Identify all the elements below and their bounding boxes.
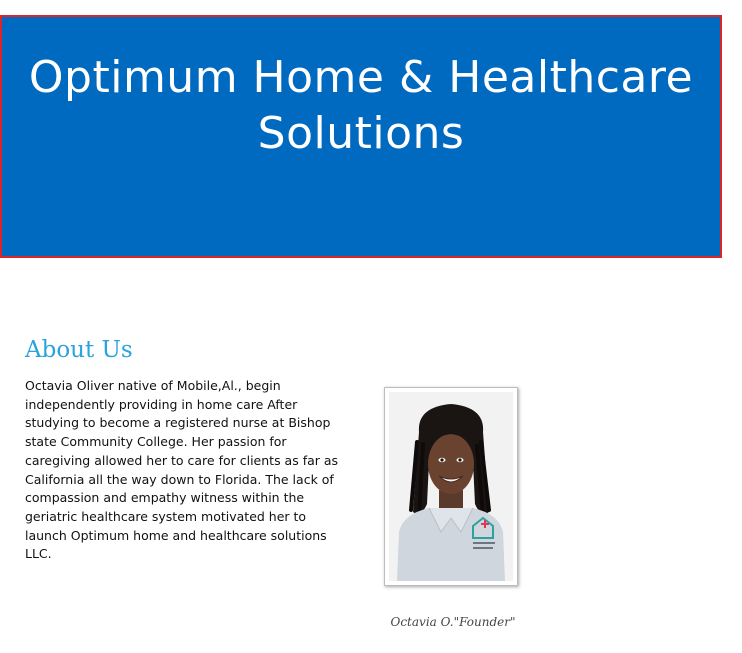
about-us-text: Octavia Oliver native of Mobile,Al., begin independently providing in home care After studying to become a registered nurse at Bishop state Community College. Her passion for caregiving allowed her to care for clients as far as California all the way down to Florida. The lack of compassion and empathy witness within the geriatric healthcare system motivated her to launch Optimum home and healthcare solutions LLC. xyxy=(25,378,339,562)
founder-photo xyxy=(384,387,518,586)
founder-caption: Octavia O."Founder" xyxy=(390,615,516,629)
header-banner xyxy=(0,15,722,258)
about-us-heading: About Us xyxy=(25,337,133,363)
founder-portrait-image xyxy=(389,392,513,581)
site-title: Optimum Home & Healthcare Solutions xyxy=(28,52,694,159)
